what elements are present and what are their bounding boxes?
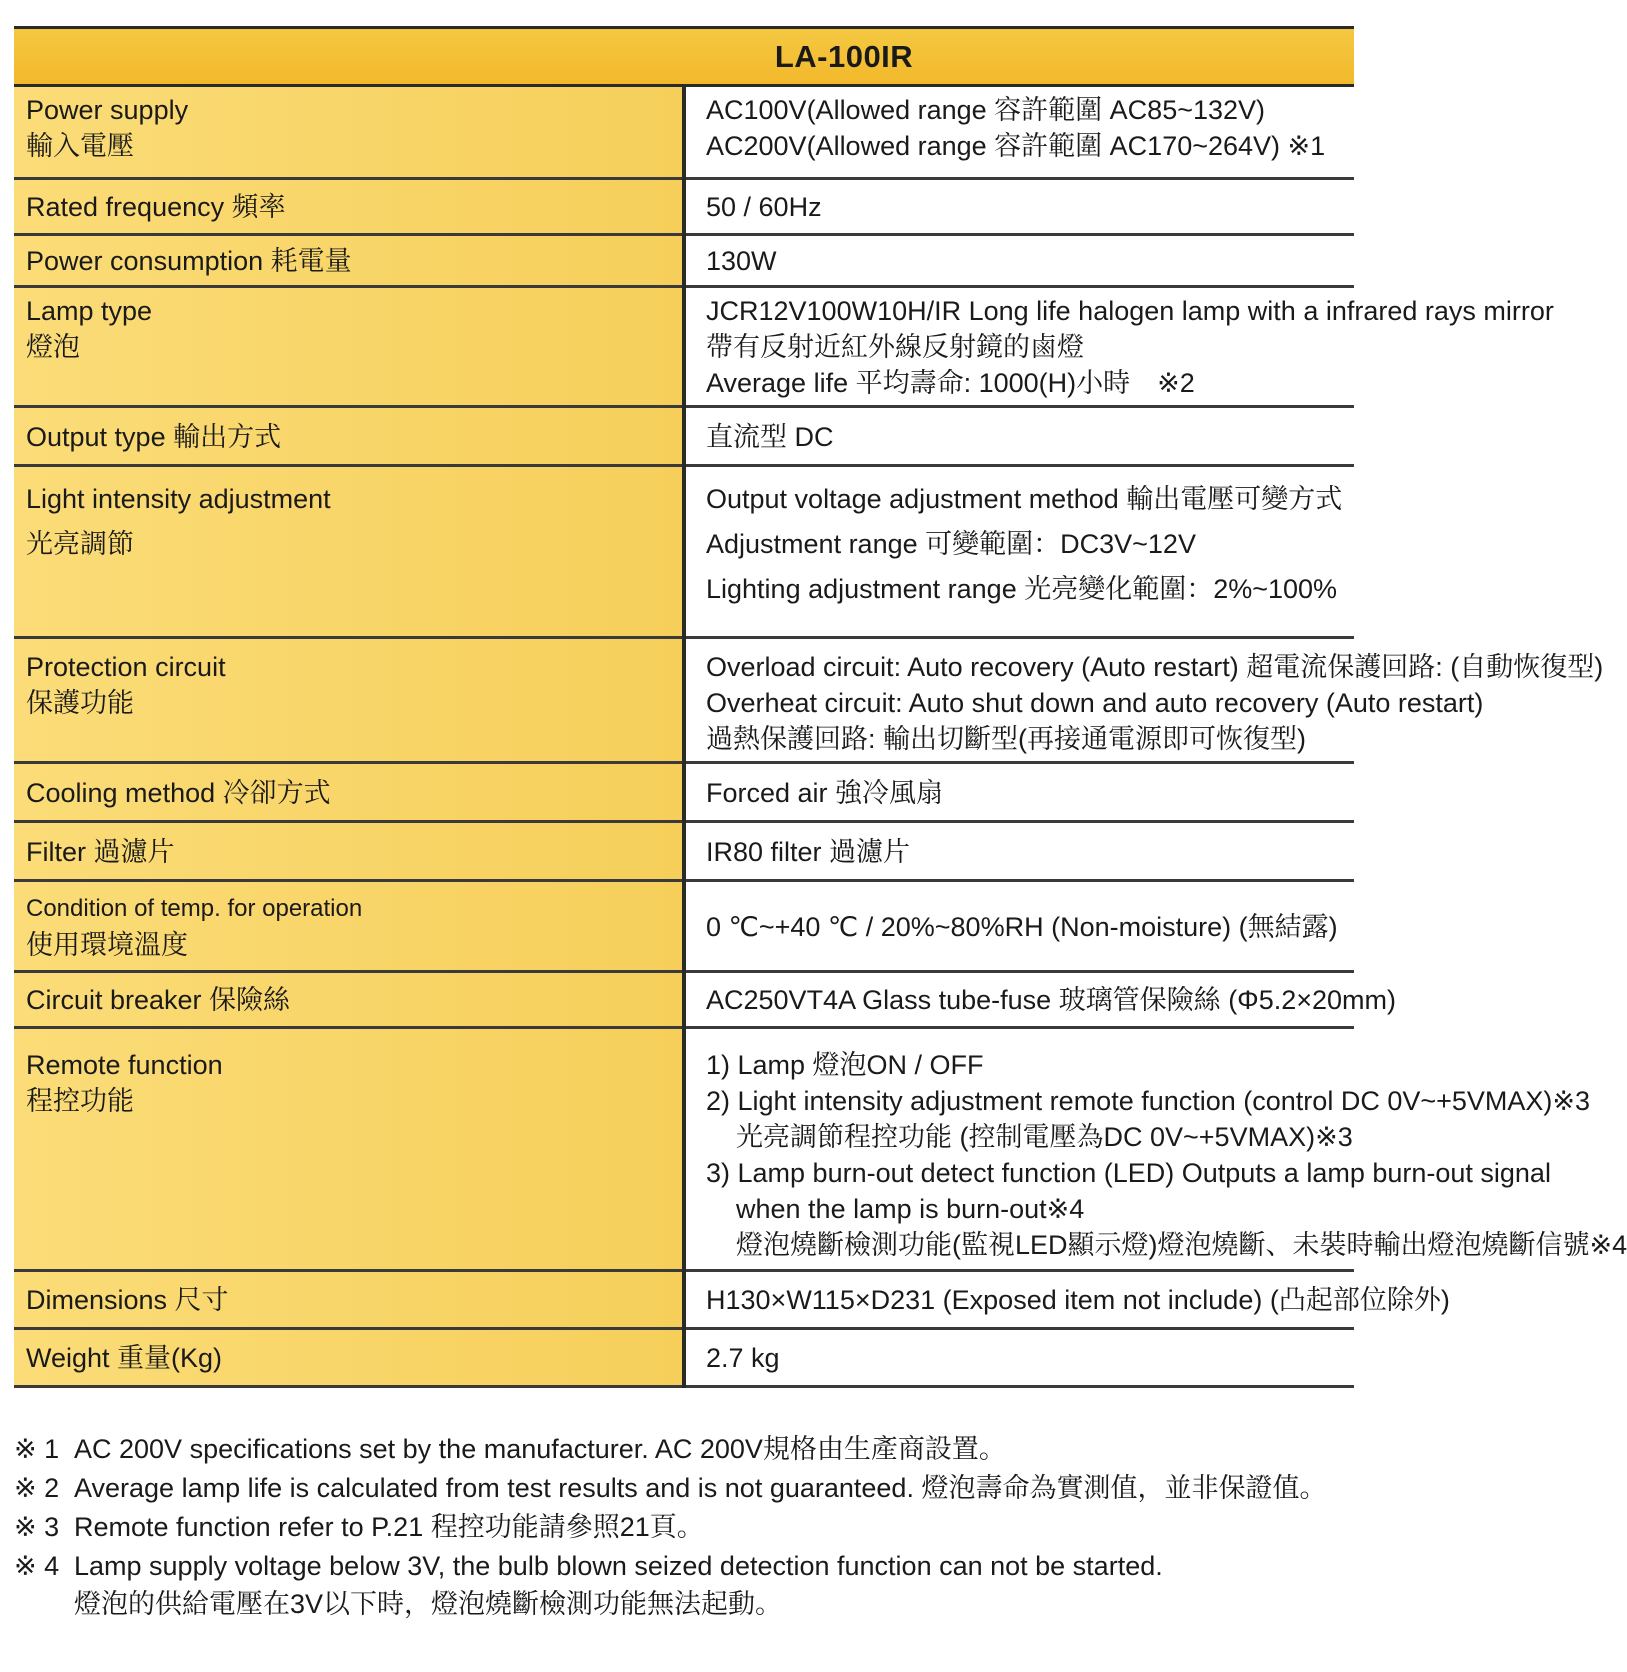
footnote-mark: ※ 3 <box>14 1512 60 1542</box>
footnote-line: 燈泡的供給電壓在3V以下時，燈泡燒斷檢測功能無法起動。 <box>74 1589 783 1619</box>
value-power-consumption <box>684 235 1354 287</box>
value-line: AC100V(Allowed range 容許範圍 AC85~132V) <box>706 95 1266 125</box>
label-rated-frequency <box>14 179 684 235</box>
table-row <box>14 287 1354 407</box>
value-line: Average life 平均壽命: 1000(H)小時 ※2 <box>706 368 1195 398</box>
value-lines <box>706 481 1348 607</box>
label-cooling-method <box>14 763 684 822</box>
footnote-text <box>74 1469 1326 1507</box>
label-line: Power consumption 耗電量 <box>26 246 352 276</box>
label-line: Power supply <box>26 95 189 125</box>
label-line: Output type 輸出方式 <box>26 421 282 452</box>
value-line: 燈泡燒斷檢測功能(監視LED顯示燈)燈泡燒斷、未裝時輸出燈泡燒斷信號※4 <box>736 1230 1627 1260</box>
value-light-intensity <box>684 466 1354 638</box>
table-row <box>14 179 1354 235</box>
value-cooling-method <box>684 763 1354 822</box>
table-row <box>14 763 1354 822</box>
value-weight <box>684 1329 1354 1387</box>
table-row <box>14 407 1354 466</box>
label-light-intensity <box>14 466 684 638</box>
footnote-text <box>74 1508 704 1546</box>
label-filter <box>14 822 684 881</box>
value-filter <box>684 822 1354 881</box>
footnote-text <box>74 1547 1163 1623</box>
value-rated-frequency <box>684 179 1354 235</box>
footnote-line: Lamp supply voltage below 3V, the bulb blown seized detection function can not be started. <box>74 1551 1163 1581</box>
value-circuit-breaker <box>684 972 1397 1028</box>
table-row <box>14 1271 1354 1329</box>
label-line: Filter 過濾片 <box>26 836 175 867</box>
label-operating-condition <box>14 881 684 972</box>
table-row <box>14 881 1354 972</box>
label-protection-circuit <box>14 638 684 763</box>
table-row <box>14 235 1354 287</box>
value-line: 3) Lamp burn-out detect function (LED) Outputs a lamp burn-out signal <box>706 1158 1551 1188</box>
label-output-type <box>14 407 684 466</box>
label-line: Circuit breaker 保險絲 <box>26 985 291 1015</box>
value-line: Overheat circuit: Auto shut down and auto recovery (Auto restart) <box>706 688 1484 718</box>
label-line: 光亮調節 <box>26 529 134 559</box>
spec-table <box>14 26 1627 1388</box>
footnote-line: Remote function refer to P.21 程控功能請參照21頁。 <box>74 1512 704 1542</box>
table-row <box>14 972 1354 1028</box>
table-row <box>14 822 1354 881</box>
value-power-supply <box>684 86 1354 179</box>
value-protection-circuit <box>684 638 1604 763</box>
label-power-consumption <box>14 235 684 287</box>
footnote <box>14 1508 1354 1546</box>
label-line: 保護功能 <box>26 688 134 718</box>
label-line: Dimensions 尺寸 <box>26 1285 229 1315</box>
label-line: Light intensity adjustment <box>26 484 331 514</box>
label-power-supply <box>14 86 684 179</box>
value-line: 50 / 60Hz <box>706 192 822 222</box>
value-line: 1) Lamp 燈泡ON / OFF <box>706 1050 984 1080</box>
label-line: 燈泡 <box>26 332 80 362</box>
footnotes <box>14 1430 1354 1624</box>
footnote <box>14 1469 1354 1507</box>
value-line: H130×W115×D231 (Exposed item not include) (凸起部位除外) <box>706 1285 1450 1315</box>
table-row <box>14 638 1354 763</box>
value-operating-condition <box>684 881 1354 972</box>
value-line: AC200V(Allowed range 容許範圍 AC170~264V) ※1 <box>706 131 1326 161</box>
table-row <box>14 1329 1354 1387</box>
value-line: 2) Light intensity adjustment remote function (control DC 0V~+5VMAX)※3 <box>706 1086 1591 1116</box>
label-line: Cooling method 冷卻方式 <box>26 777 331 808</box>
label-line: Weight 重量(Kg) <box>26 1343 223 1373</box>
title-row <box>14 28 1354 86</box>
label-weight <box>14 1329 684 1387</box>
footnote-mark: ※ 2 <box>14 1473 60 1503</box>
value-line: Lighting adjustment range 光亮變化範圍：2%~100% <box>706 574 1338 604</box>
value-line: 130W <box>706 246 777 276</box>
table-row <box>14 86 1354 179</box>
label-line: Condition of temp. for operation <box>26 894 363 922</box>
footnote <box>14 1547 1354 1623</box>
label-line: 程控功能 <box>26 1086 134 1116</box>
label-line: 輸入電壓 <box>26 131 134 161</box>
footnote <box>14 1430 1354 1468</box>
value-line: Output voltage adjustment method 輸出電壓可變方式 <box>706 484 1343 514</box>
value-output-type <box>684 407 1354 466</box>
label-line: Remote function <box>26 1050 223 1080</box>
value-line: 帶有反射近紅外線反射鏡的鹵燈 <box>706 332 1084 362</box>
value-line: Forced air 強冷風扇 <box>706 777 944 808</box>
table-row <box>14 1028 1354 1271</box>
product-title: LA-100IR <box>14 28 1354 86</box>
label-lamp-type <box>14 287 684 407</box>
value-line: 0 ℃~+40 ℃ / 20%~80%RH (Non-moisture) (無結露) <box>706 911 1338 942</box>
footnote-line: Average lamp life is calculated from test results and is not guaranteed. 燈泡壽命為實測值，並非保證值。 <box>74 1473 1327 1503</box>
value-line: 2.7 kg <box>706 1343 780 1373</box>
value-line: 光亮調節程控功能 (控制電壓為DC 0V~+5VMAX)※3 <box>736 1122 1353 1152</box>
label-dimensions <box>14 1271 684 1329</box>
value-line: Overload circuit: Auto recovery (Auto restart) 超電流保護回路: (自動恢復型) <box>706 652 1604 682</box>
value-remote-function <box>684 1028 1627 1271</box>
value-line: 直流型 DC <box>706 421 834 452</box>
value-line: IR80 filter 過濾片 <box>706 836 911 867</box>
label-line: 使用環境溫度 <box>26 929 188 960</box>
value-lamp-type <box>684 287 1554 407</box>
footnote-mark: ※ 4 <box>14 1551 60 1581</box>
table-row <box>14 466 1354 638</box>
value-line: JCR12V100W10H/IR Long life halogen lamp with a infrared rays mirror <box>706 296 1554 326</box>
label-remote-function <box>14 1028 684 1271</box>
value-line: Adjustment range 可變範圍：DC3V~12V <box>706 529 1196 559</box>
value-line: AC250VT4A Glass tube-fuse 玻璃管保險絲 (Φ5.2×20mm) <box>706 985 1397 1015</box>
footnote-mark: ※ 1 <box>14 1434 60 1464</box>
footnote-text <box>74 1430 1006 1468</box>
label-line: Protection circuit <box>26 652 226 682</box>
value-line: 過熱保護回路: 輸出切斷型(再接通電源即可恢復型) <box>706 724 1306 754</box>
label-line: Lamp type <box>26 296 153 326</box>
label-circuit-breaker <box>14 972 684 1028</box>
footnote-line: AC 200V specifications set by the manufacturer. AC 200V規格由生產商設置。 <box>74 1434 1006 1464</box>
value-line: when the lamp is burn-out※4 <box>736 1194 1085 1224</box>
value-dimensions <box>684 1271 1450 1329</box>
label-line: Rated frequency 頻率 <box>26 192 286 222</box>
